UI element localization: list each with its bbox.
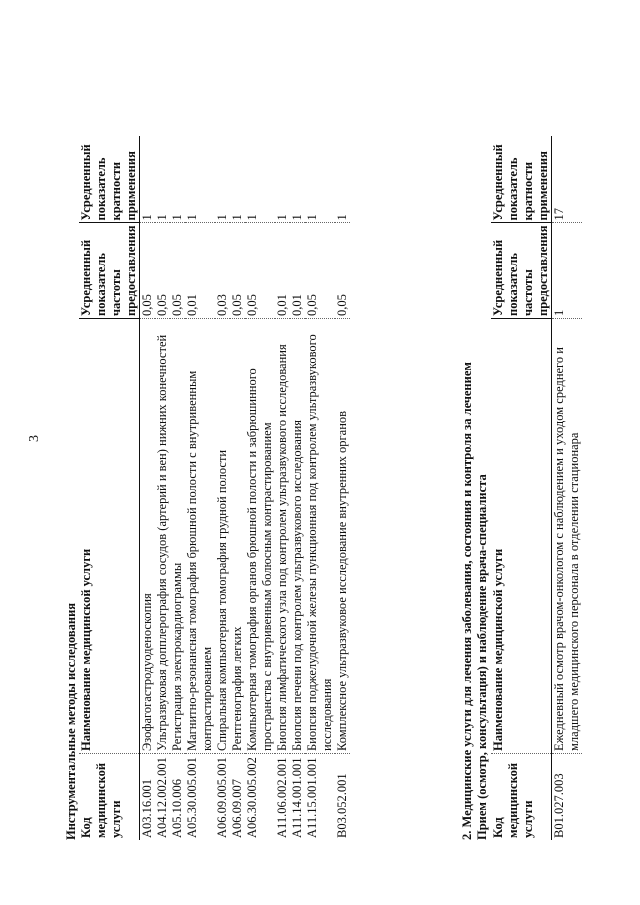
service-freq: 0,05 [245, 223, 275, 319]
header-freq: Усредненный показатель частоты предоставления [491, 223, 552, 319]
table-row [140, 136, 156, 840]
service-freq: 0,01 [185, 223, 215, 319]
service-mult: 1 [140, 136, 156, 223]
service-code: A11.15.001.001 [305, 757, 319, 838]
service-freq: 0,01 [275, 223, 290, 319]
service-code: A05.10.006 [170, 778, 184, 838]
service-code: A06.09.007 [230, 778, 244, 838]
service-code: A11.06.002.001 [275, 757, 289, 838]
service-code: A03.16.001 [140, 778, 154, 838]
service-code: B03.052.001 [335, 773, 349, 838]
service-mult: 1 [185, 136, 215, 223]
service-mult: 1 [290, 136, 305, 223]
service-name: Биопсия поджелудочной железы пункционная под контролем ультразвукового исследования [305, 319, 335, 754]
header-code: Код медицинской услуги [491, 754, 552, 841]
table-row [245, 136, 275, 840]
service-freq: 0,05 [335, 223, 350, 319]
service-mult: 1 [230, 136, 245, 223]
service-freq: 1 [552, 223, 583, 319]
service-freq: 0,05 [305, 223, 335, 319]
section2-header-row [491, 136, 552, 840]
table-row [155, 136, 170, 840]
page-number: 3 [27, 435, 42, 442]
service-name: Ежедневный осмотр врачом-онкологом с наблюдением и уходом среднего и младшего медицинского персонала в отделении стационара [552, 319, 583, 754]
section1-title: Инструментальные методы исследования [64, 602, 78, 840]
section2-subtitle: Прием (осмотр, консультация) и наблюдение врача-специалиста [475, 474, 489, 840]
service-mult: 17 [552, 136, 583, 223]
service-name: Рентгенография легких [230, 319, 245, 754]
header-mult: Усредненный показатель кратности применения [491, 136, 552, 223]
service-code: A06.30.005.002 [245, 757, 259, 838]
table-row [215, 136, 230, 840]
header-mult: Усредненный показатель кратности применения [79, 136, 140, 223]
service-freq: 0,05 [170, 223, 185, 319]
service-name: Компьютерная томография органов брюшной полости и забрюшинного пространства с внутривенным болюсным контрастированием [245, 319, 275, 754]
rotated-document-content [64, 60, 604, 840]
service-code: A11.14.001.001 [290, 757, 304, 838]
section1-header-row [79, 136, 140, 840]
service-mult: 1 [245, 136, 275, 223]
service-freq: 0,05 [140, 223, 156, 319]
service-mult: 1 [335, 136, 350, 223]
service-name: Магнитно-резонансная томография брюшной полости с внутривенным контрастированием [185, 319, 215, 754]
service-mult: 1 [155, 136, 170, 223]
service-name: Ультразвуковая допплерография сосудов (артерий и вен) нижних конечностей [155, 319, 170, 754]
service-freq: 0,05 [230, 223, 245, 319]
service-name: Биопсия печени под контролем ультразвукового исследования [290, 319, 305, 754]
table-row [335, 136, 350, 840]
service-name: Регистрация электрокардиограммы [170, 319, 185, 754]
service-code: A06.09.005.001 [215, 757, 229, 838]
table-row [552, 136, 583, 840]
header-name: Наименование медицинской услуги [79, 319, 140, 754]
table-row [170, 136, 185, 840]
service-code: A05.30.005.001 [185, 757, 199, 838]
service-name: Комплексное ультразвуковое исследование внутренних органов [335, 319, 350, 754]
service-code: B01.027.003 [552, 773, 566, 838]
header-name: Наименование медицинской услуги [491, 319, 552, 754]
service-name: Спиральная компьютерная томография грудной полости [215, 319, 230, 754]
service-name: Биопсия лимфатического узла под контролем ультразвукового исследования [275, 319, 290, 754]
header-freq: Усредненный показатель частоты предоставления [79, 223, 140, 319]
service-mult: 1 [215, 136, 230, 223]
section1-table [79, 136, 350, 840]
service-mult: 1 [305, 136, 335, 223]
service-freq: 0,01 [290, 223, 305, 319]
header-code: Код медицинской услуги [79, 754, 140, 841]
table-row [305, 136, 335, 840]
service-code: A04.12.002.001 [155, 757, 169, 838]
section2-table [491, 136, 582, 840]
service-freq: 0,05 [155, 223, 170, 319]
table-row [230, 136, 245, 840]
section2-title: 2. Медицинские услуги для лечения заболевания, состояния и контроля за лечением [460, 362, 474, 840]
service-freq: 0,03 [215, 223, 230, 319]
table-row [290, 136, 305, 840]
table-row [185, 136, 215, 840]
service-mult: 1 [275, 136, 290, 223]
service-mult: 1 [170, 136, 185, 223]
table-row [275, 136, 290, 840]
service-name: Эзофагогастродуоденоскопия [140, 319, 156, 754]
